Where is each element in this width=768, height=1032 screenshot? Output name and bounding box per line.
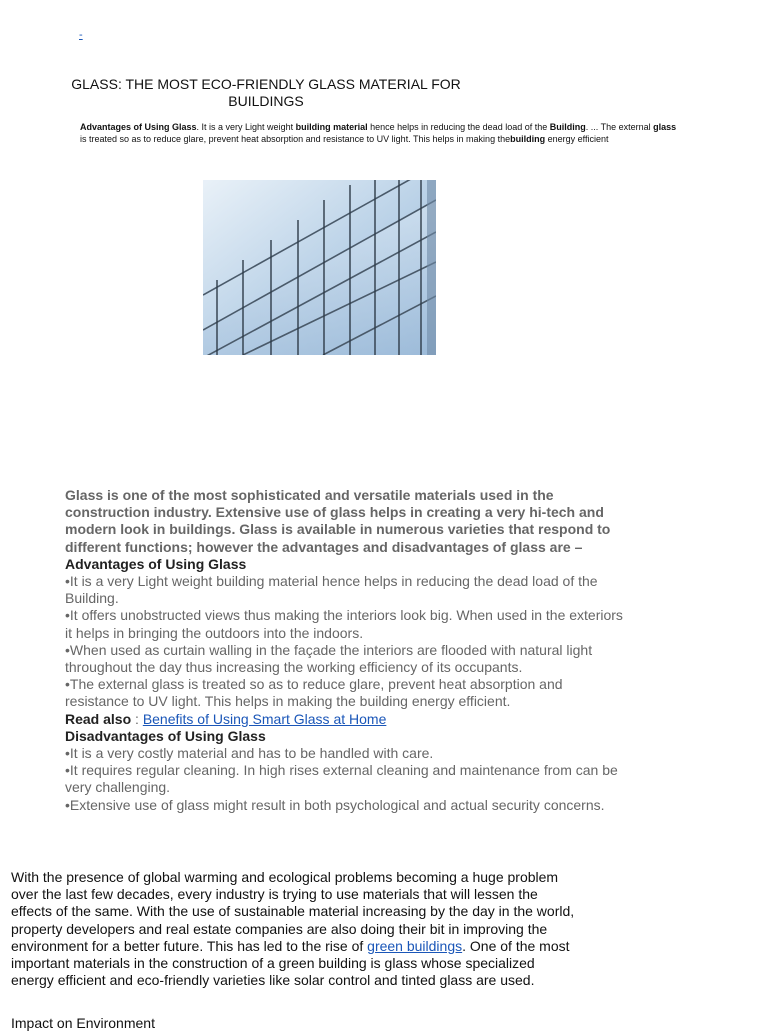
intro-text: . ... The external bbox=[585, 122, 654, 132]
advantage-item: •When used as curtain walling in the façade the interiors are flooded with natural light throughout the day thus increasing the working efficiency of its occupants. bbox=[65, 641, 593, 676]
intro-bold: building material bbox=[295, 122, 368, 132]
intro-text: hence helps in reducing the dead load of the bbox=[367, 122, 550, 132]
article-body bbox=[65, 487, 625, 814]
top-link[interactable]: - bbox=[79, 29, 83, 41]
paragraph-text: . One of the most important materials in the construction of a green building is glass whose specialized energy efficient and eco-friendly varieties like solar control and tinted glass are used. bbox=[11, 937, 570, 989]
smart-glass-link[interactable]: Benefits of Using Smart Glass at Home bbox=[142, 710, 387, 727]
intro-paragraph bbox=[80, 122, 680, 145]
green-buildings-link[interactable]: green buildings bbox=[367, 937, 463, 954]
disadvantage-item: •Extensive use of glass might result in both psychological and actual security concerns. bbox=[65, 796, 605, 813]
intro-text: is treated so as to reduce glare, prevent heat absorption and resistance to UV light. This helps in making the bbox=[80, 133, 511, 144]
read-also-line bbox=[65, 711, 625, 728]
advantage-item: •It offers unobstructed views thus making the interiors look big. When used in the exteriors it helps in bringing the outdoors into the indoors. bbox=[65, 607, 623, 641]
read-also-separator: : bbox=[131, 710, 143, 727]
green-buildings-paragraph bbox=[11, 869, 576, 989]
glass-facade-image bbox=[203, 180, 436, 355]
lead-paragraph: Glass is one of the most sophisticated and versatile materials used in the construction industry. Extensive use of glass helps in creating a very hi-tech and modern look in buildings. Glass is available in numerous varieties that respond to different functions; however the advantages and disadvantages of glass are – bbox=[65, 487, 611, 555]
impact-heading: Impact on Environment bbox=[11, 1015, 155, 1031]
paragraph-text: With the presence of global warming and ecological problems becoming a huge problem over the last few decades, every industry is trying to use materials that will lessen the effects of the same. With the use of sustainable material increasing by the day in the world, property developers and real estate companies are also doing their bit in improving the environment for a better future. This has led to the rise of bbox=[11, 869, 575, 954]
disadvantages-heading: Disadvantages of Using Glass bbox=[65, 727, 266, 744]
intro-text: energy efficient bbox=[545, 133, 609, 144]
read-also-label: Read also bbox=[65, 710, 132, 727]
intro-bold: building bbox=[510, 133, 546, 144]
disadvantage-item: •It requires regular cleaning. In high rises external cleaning and maintenance from can be very challenging. bbox=[65, 762, 618, 796]
advantages-heading: Advantages of Using Glass bbox=[65, 555, 247, 572]
advantage-item: •It is a very Light weight building material hence helps in reducing the dead load of the Building. bbox=[65, 573, 598, 607]
page-title: GLASS: THE MOST ECO-FRIENDLY GLASS MATERIAL FOR BUILDINGS bbox=[71, 76, 461, 109]
intro-bold: glass bbox=[653, 122, 677, 132]
intro-bold: Building bbox=[549, 122, 586, 132]
intro-text: . It is a very Light weight bbox=[196, 122, 296, 132]
advantage-item: •The external glass is treated so as to reduce glare, prevent heat absorption and resistance to UV light. This helps in making the building energy efficient. bbox=[65, 676, 563, 710]
disadvantage-item: •It is a very costly material and has to be handled with care. bbox=[65, 745, 434, 762]
intro-bold: Advantages of Using Glass bbox=[80, 122, 197, 132]
